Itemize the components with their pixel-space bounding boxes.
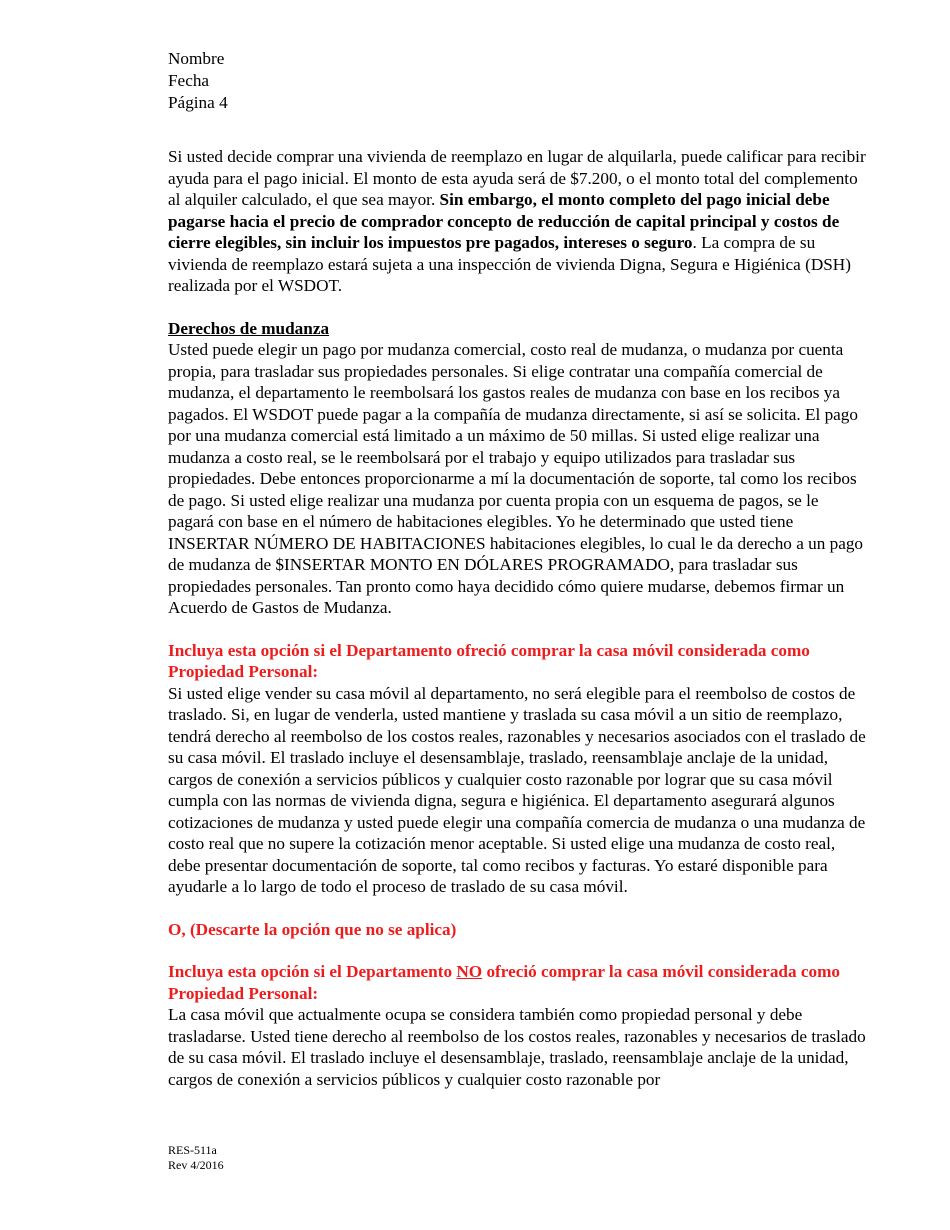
header-page: Página 4 [168, 93, 228, 112]
footer-revision: Rev 4/2016 [168, 1158, 224, 1172]
letter-header [168, 48, 868, 114]
option-not-offered-heading-no: NO [456, 962, 483, 981]
down-payment-bold-text: Sin embargo, el monto completo del pago inicial debe pagarse hacia el precio de comprador concepto de reducción de capital principal y costos de cierre elegibles, sin incluir los impuestos pre pagados, intereses o seguro [168, 190, 840, 252]
page-footer [168, 1143, 224, 1173]
option-not-offered-paragraph: La casa móvil que actualmente ocupa se considera también como propiedad personal y debe trasladarse. Usted tiene derecho al reembolso de los costos reales, razonables y necesarios de traslado de su casa móvil. El traslado incluye el desensamblaje, traslado, reensamblaje anclaje de la unidad, cargos de conexión a servicios públicos y cualquier costo razonable por [168, 1005, 866, 1089]
option-not-offered-heading-post: ofreció comprar la casa móvil considerada como Propiedad Personal: [168, 962, 840, 1003]
or-note: O, (Descarte la opción que no se aplica) [168, 919, 457, 939]
moving-rights-heading: Derechos de mudanza [168, 318, 330, 338]
footer-form-number: RES-511a [168, 1143, 217, 1157]
option-not-offered-heading [168, 961, 868, 1004]
down-payment-text-1: Si usted decide comprar una vivienda de reemplazo en lugar de alquilarla, puede calificar para recibir ayuda para el pago inicial. El monto de esta ayuda será de $7.200, o el monto total del complemento al alquiler calculado, el que sea mayor. [168, 147, 866, 209]
moving-rights-paragraph: Usted puede elegir un pago por mudanza comercial, costo real de mudanza, o mudanza por cuenta propia, para trasladar sus propiedades personales. Si elige contratar una compañía comercial de mudanza, el departamento le reembolsará los gastos reales de mudanza con base en los recibos ya pagados. El WSDOT puede pagar a la compañía de mudanza directamente, si así se solicita. El pago por una mudanza comercial está limitado a un máximo de 50 millas. Si usted elige realizar una mudanza a costo real, se le reembolsará por el trabajo y equipo utilizados para trasladar sus propiedades. Debe entonces proporcionarme a mí la documentación de soporte, tal como los recibos de pago. Si usted elige realizar una mudanza por cuenta propia con un esquema de pagos, se le pagará con base en el número de habitaciones elegibles. Yo he determinado que usted tiene INSERTAR NÚMERO DE HABITACIONES habitaciones elegibles, lo cual le da derecho a un pago de mudanza de $INSERTAR MONTO EN DÓLARES PROGRAMADO, para trasladar sus propiedades personales. Tan pronto como haya decidido cómo quiere mudarse, debemos firmar un Acuerdo de Gastos de Mudanza. [168, 340, 864, 617]
header-name: Nombre [168, 49, 225, 68]
option-offered-heading: Incluya esta opción si el Departamento ofreció comprar la casa móvil considerada como Propiedad Personal: [168, 640, 810, 681]
option-offered-paragraph: Si usted elige vender su casa móvil al departamento, no será elegible para el reembolso de costos de traslado. Si, en lugar de venderla, usted mantiene y traslada su casa móvil a un sitio de reemplazo, tendrá derecho al reembolso de los costos reales, razonables y necesarios asociados con el traslado de su casa móvil. El traslado incluye el desensamblaje, traslado, reensamblaje anclaje de la unidad, cargos de conexión a servicios públicos y cualquier costo razonable por lograr que su casa móvil cumpla con las normas de vivienda digna, segura e higiénica. El departamento asegurará algunos cotizaciones de mudanza y usted puede elegir una compañía comercia de mudanza o una mudanza de costo real que no supere la cotización menor aceptable. Si usted elige una mudanza de costo real, debe presentar documentación de soporte, tal como recibos y facturas. Yo estaré disponible para ayudarle a lo largo de todo el proceso de traslado de su casa móvil. [168, 683, 866, 896]
option-not-offered-heading-pre: Incluya esta opción si el Departamento [168, 962, 457, 981]
down-payment-text-2: . La compra de su vivienda de reemplazo estará sujeta a una inspección de vivienda Digna, Segura e Higiénica (DSH) realizada por el WSDOT. [168, 233, 851, 295]
page-content [168, 48, 868, 1090]
header-date: Fecha [168, 71, 210, 90]
down-payment-paragraph [168, 146, 868, 297]
